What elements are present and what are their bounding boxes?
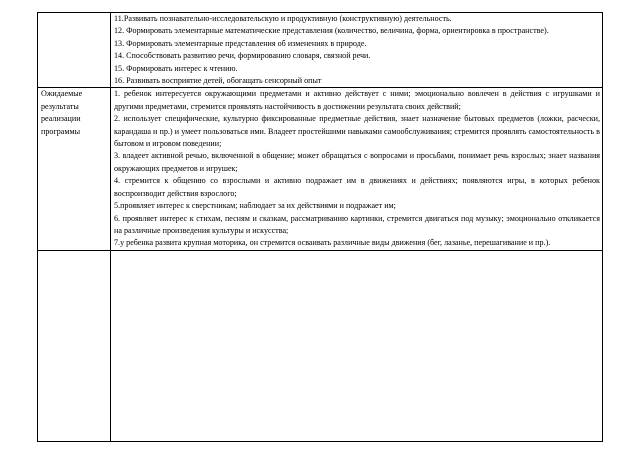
tasks-content-cell	[111, 13, 603, 88]
result-item-2: 2. использует специфические, культурно фиксированные предметные действия, знает назначение бытовых предметов (ложки, расчески, карандаша и пр.) и умеет пользоваться ими. Владеет простейшими навыками самообслуживания; стремится проявлять самостоятельность в бытовом и игровом поведении;	[114, 114, 600, 149]
empty-label-cell	[38, 250, 111, 441]
empty-content-cell	[111, 250, 603, 441]
task-item-13: 13. Формировать элементарные представления об изменениях в природе.	[114, 38, 367, 48]
task-item-15: 15. Формировать интерес к чтению.	[114, 63, 238, 73]
result-item-7: 7.у ребенка развита крупная моторика, он стремится осваивать различные виды движения (бег, лазанье, перешагивание и пр.).	[114, 238, 551, 248]
result-item-5: 5.проявляет интерес к сверстникам; наблюдает за их действиями и подражает им;	[114, 201, 396, 211]
task-item-12: 12. Формировать элементарные математические представления (количество, величина, форма, ориентировка в пространстве).	[114, 26, 549, 36]
result-item-1: 1. ребенок интересуется окружающими предметами и активно действует с ними; эмоционально вовлечен в действия с игрушками и другими предметами, стремится проявлять настойчивость в достижении результата своих действий;	[114, 89, 600, 111]
result-item-4: 4. стремится к общению со взрослыми и активно подражает им в движениях и действиях; появляются игры, в которых ребенок воспроизводит действия взрослого;	[114, 176, 600, 198]
document-page	[37, 12, 602, 442]
tasks-label-cell	[38, 13, 111, 88]
results-label-cell: Ожидаемые результаты реализации программы	[38, 88, 111, 250]
results-row	[38, 88, 603, 250]
task-item-14: 14. Способствовать развитию речи, формированию словаря, связной речи.	[114, 51, 371, 61]
results-content-cell	[111, 88, 603, 250]
task-item-11: 11.Развивать познавательно-исследовательскую и продуктивную (конструктивную) деятельность.	[114, 14, 452, 23]
task-item-16: 16. Развивать восприятие детей, обогащать сенсорный опыт	[114, 76, 322, 86]
tasks-row	[38, 13, 603, 88]
empty-row	[38, 250, 603, 441]
program-table	[37, 12, 603, 442]
result-item-3: 3. владеет активной речью, включенной в общение; может обращаться с вопросами и просьбами, понимает речь взрослых; знает названия окружающих предметов и игрушек;	[114, 151, 600, 173]
result-item-6: 6. проявляет интерес к стихам, песням и сказкам, рассматриванию картинки, стремится двигаться под музыку; эмоционально откликается на различные произведения культуры и искусства;	[114, 213, 600, 235]
